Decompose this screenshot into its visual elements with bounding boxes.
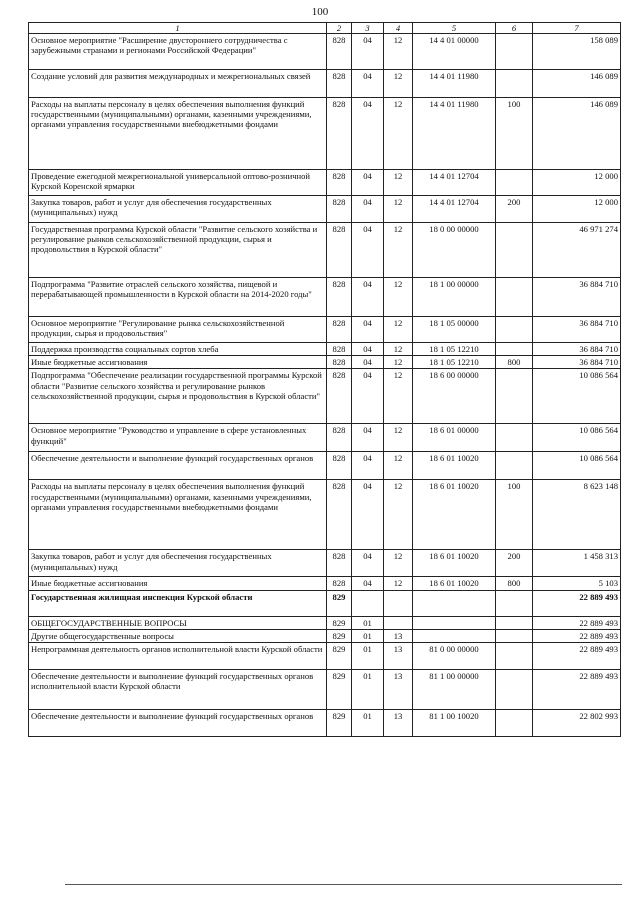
table-body <box>29 34 621 737</box>
table-row <box>29 98 621 170</box>
header-col-3: 3 <box>352 23 384 34</box>
amount-cell: 146 089 <box>533 98 621 170</box>
expense-type-cell: 100 <box>496 98 533 170</box>
target-article-cell: 14 4 01 12704 <box>413 170 496 196</box>
target-article-cell: 18 0 00 00000 <box>413 223 496 278</box>
ministry-code-cell: 828 <box>327 343 352 356</box>
expense-type-cell <box>496 590 533 616</box>
row-name-cell: Непрограммная деятельность органов исполнительной власти Курской области <box>29 642 327 669</box>
subsection-code-cell: 13 <box>384 709 413 736</box>
target-article-cell: 18 1 00 00000 <box>413 278 496 317</box>
subsection-code-cell: 12 <box>384 424 413 452</box>
row-name-cell: Основное мероприятие "Руководство и управление в сфере установленных функций" <box>29 424 327 452</box>
section-code-cell: 04 <box>352 550 384 577</box>
section-code-cell: 04 <box>352 317 384 343</box>
expense-type-cell <box>496 70 533 98</box>
subsection-code-cell: 12 <box>384 577 413 590</box>
row-name-cell: Другие общегосударственные вопросы <box>29 629 327 642</box>
ministry-code-cell: 828 <box>327 223 352 278</box>
row-name-cell: Государственная жилищная инспекция Курской области <box>29 590 327 616</box>
target-article-cell: 18 1 05 12210 <box>413 356 496 369</box>
header-col-6: 6 <box>496 23 533 34</box>
row-name-cell: Обеспечение деятельности и выполнение функций государственных органов <box>29 452 327 480</box>
subsection-code-cell: 12 <box>384 356 413 369</box>
expense-type-cell: 200 <box>496 550 533 577</box>
header-col-1: 1 <box>29 23 327 34</box>
section-code-cell: 01 <box>352 629 384 642</box>
target-article-cell: 14 4 01 11980 <box>413 70 496 98</box>
expense-type-cell <box>496 343 533 356</box>
subsection-code-cell: 12 <box>384 223 413 278</box>
expense-type-cell <box>496 424 533 452</box>
amount-cell: 22 889 493 <box>533 669 621 709</box>
row-name-cell: Обеспечение деятельности и выполнение функций государственных органов <box>29 709 327 736</box>
target-article-cell: 18 6 01 10020 <box>413 550 496 577</box>
page-number: 100 <box>311 6 329 18</box>
ministry-code-cell: 828 <box>327 196 352 223</box>
expense-type-cell <box>496 170 533 196</box>
amount-cell: 10 086 564 <box>533 369 621 424</box>
row-name-cell: Иные бюджетные ассигнования <box>29 356 327 369</box>
section-code-cell: 04 <box>352 223 384 278</box>
section-code-cell: 04 <box>352 196 384 223</box>
amount-cell: 22 802 993 <box>533 709 621 736</box>
amount-cell: 12 000 <box>533 170 621 196</box>
table-row <box>29 317 621 343</box>
table-row <box>29 196 621 223</box>
expense-type-cell: 800 <box>496 356 533 369</box>
subsection-code-cell: 13 <box>384 629 413 642</box>
row-name-cell: Подпрограмма "Развитие отраслей сельского хозяйства, пищевой и перерабатывающей промышленности в Курской области на 2014-2020 годы" <box>29 278 327 317</box>
subsection-code-cell: 12 <box>384 317 413 343</box>
target-article-cell <box>413 590 496 616</box>
row-name-cell: ОБЩЕГОСУДАРСТВЕННЫЕ ВОПРОСЫ <box>29 616 327 629</box>
amount-cell: 8 623 148 <box>533 480 621 550</box>
subsection-code-cell: 12 <box>384 34 413 70</box>
expense-type-cell <box>496 317 533 343</box>
table-row <box>29 669 621 709</box>
target-article-cell: 14 4 01 11980 <box>413 98 496 170</box>
expense-type-cell <box>496 369 533 424</box>
target-article-cell: 18 6 01 00000 <box>413 424 496 452</box>
table-row <box>29 170 621 196</box>
ministry-code-cell: 828 <box>327 424 352 452</box>
table-row <box>29 343 621 356</box>
section-code-cell: 04 <box>352 356 384 369</box>
expense-type-cell: 200 <box>496 196 533 223</box>
section-code-cell: 01 <box>352 669 384 709</box>
amount-cell: 22 889 493 <box>533 642 621 669</box>
subsection-code-cell: 12 <box>384 278 413 317</box>
amount-cell: 1 458 313 <box>533 550 621 577</box>
table-row <box>29 223 621 278</box>
subsection-code-cell: 12 <box>384 369 413 424</box>
table-row <box>29 452 621 480</box>
section-code-cell: 04 <box>352 170 384 196</box>
ministry-code-cell: 829 <box>327 590 352 616</box>
target-article-cell <box>413 616 496 629</box>
subsection-code-cell: 12 <box>384 480 413 550</box>
table-row <box>29 550 621 577</box>
amount-cell: 146 089 <box>533 70 621 98</box>
expense-type-cell <box>496 669 533 709</box>
table-row <box>29 480 621 550</box>
amount-cell: 12 000 <box>533 196 621 223</box>
ministry-code-cell: 828 <box>327 577 352 590</box>
expense-type-cell <box>496 223 533 278</box>
amount-cell: 22 889 493 <box>533 629 621 642</box>
section-code-cell: 04 <box>352 98 384 170</box>
target-article-cell <box>413 629 496 642</box>
table-row <box>29 590 621 616</box>
budget-table <box>28 22 621 737</box>
bottom-divider <box>65 884 622 885</box>
subsection-code-cell: 13 <box>384 642 413 669</box>
ministry-code-cell: 828 <box>327 369 352 424</box>
target-article-cell: 81 1 00 10020 <box>413 709 496 736</box>
subsection-code-cell: 13 <box>384 669 413 709</box>
section-code-cell: 04 <box>352 70 384 98</box>
expense-type-cell: 800 <box>496 577 533 590</box>
ministry-code-cell: 829 <box>327 709 352 736</box>
ministry-code-cell: 829 <box>327 669 352 709</box>
ministry-code-cell: 828 <box>327 278 352 317</box>
table-row <box>29 424 621 452</box>
section-code-cell: 01 <box>352 642 384 669</box>
table-row <box>29 356 621 369</box>
row-name-cell: Основное мероприятие "Расширение двустороннего сотрудничества с зарубежными странами и регионами Российской Федерации" <box>29 34 327 70</box>
table-row <box>29 34 621 70</box>
target-article-cell: 18 1 05 12210 <box>413 343 496 356</box>
row-name-cell: Закупка товаров, работ и услуг для обеспечения государственных (муниципальных) нужд <box>29 550 327 577</box>
ministry-code-cell: 828 <box>327 34 352 70</box>
amount-cell: 36 884 710 <box>533 356 621 369</box>
section-code-cell: 04 <box>352 343 384 356</box>
header-col-2: 2 <box>327 23 352 34</box>
amount-cell: 10 086 564 <box>533 424 621 452</box>
row-name-cell: Проведение ежегодной межрегиональной универсальной оптово-розничной Курской Коренской ярмарки <box>29 170 327 196</box>
subsection-code-cell: 12 <box>384 452 413 480</box>
expense-type-cell <box>496 278 533 317</box>
section-code-cell: 04 <box>352 278 384 317</box>
amount-cell: 10 086 564 <box>533 452 621 480</box>
section-code-cell: 04 <box>352 34 384 70</box>
amount-cell: 158 089 <box>533 34 621 70</box>
subsection-code-cell: 12 <box>384 550 413 577</box>
expense-type-cell <box>496 642 533 669</box>
table-row <box>29 616 621 629</box>
table-row <box>29 369 621 424</box>
ministry-code-cell: 828 <box>327 356 352 369</box>
header-col-4: 4 <box>384 23 413 34</box>
target-article-cell: 14 4 01 00000 <box>413 34 496 70</box>
ministry-code-cell: 829 <box>327 616 352 629</box>
table-row <box>29 577 621 590</box>
row-name-cell: Основное мероприятие "Регулирование рынка сельскохозяйственной продукции, сырья и продовольствия" <box>29 317 327 343</box>
ministry-code-cell: 829 <box>327 629 352 642</box>
row-name-cell: Создание условий для развития международных и межрегиональных связей <box>29 70 327 98</box>
section-code-cell: 04 <box>352 369 384 424</box>
target-article-cell: 18 6 01 10020 <box>413 577 496 590</box>
subsection-code-cell <box>384 616 413 629</box>
ministry-code-cell: 828 <box>327 98 352 170</box>
ministry-code-cell: 828 <box>327 170 352 196</box>
column-number-header-row <box>29 23 621 34</box>
section-code-cell: 04 <box>352 577 384 590</box>
row-name-cell: Расходы на выплаты персоналу в целях обеспечения выполнения функций государственными (муниципальными) органами, казенными учреждениями, органами управления государственными внебюджетными фондами <box>29 98 327 170</box>
table-row <box>29 70 621 98</box>
target-article-cell: 14 4 01 12704 <box>413 196 496 223</box>
target-article-cell: 81 1 00 00000 <box>413 669 496 709</box>
row-name-cell: Иные бюджетные ассигнования <box>29 577 327 590</box>
target-article-cell: 18 6 01 10020 <box>413 480 496 550</box>
expense-type-cell <box>496 34 533 70</box>
subsection-code-cell: 12 <box>384 70 413 98</box>
section-code-cell <box>352 590 384 616</box>
ministry-code-cell: 829 <box>327 642 352 669</box>
amount-cell: 36 884 710 <box>533 317 621 343</box>
row-name-cell: Поддержка производства социальных сортов хлеба <box>29 343 327 356</box>
expense-type-cell <box>496 629 533 642</box>
ministry-code-cell: 828 <box>327 452 352 480</box>
expense-type-cell: 100 <box>496 480 533 550</box>
expense-type-cell <box>496 616 533 629</box>
header-col-7: 7 <box>533 23 621 34</box>
target-article-cell: 18 1 05 00000 <box>413 317 496 343</box>
section-code-cell: 01 <box>352 709 384 736</box>
row-name-cell: Расходы на выплаты персоналу в целях обеспечения выполнения функций государственными (муниципальными) органами, казенными учреждениями, органами управления государственными внебюджетными фондами <box>29 480 327 550</box>
table-row <box>29 709 621 736</box>
target-article-cell: 81 0 00 00000 <box>413 642 496 669</box>
section-code-cell: 04 <box>352 424 384 452</box>
section-code-cell: 01 <box>352 616 384 629</box>
section-code-cell: 04 <box>352 452 384 480</box>
table-row <box>29 642 621 669</box>
ministry-code-cell: 828 <box>327 550 352 577</box>
table-row <box>29 278 621 317</box>
subsection-code-cell: 12 <box>384 98 413 170</box>
subsection-code-cell: 12 <box>384 196 413 223</box>
subsection-code-cell: 12 <box>384 170 413 196</box>
row-name-cell: Подпрограмма "Обеспечение реализации государственной программы Курской области "Развитие сельского хозяйства и регулирование рынков сельскохозяйственной продукции, сырья и продовольствия в Курской области" <box>29 369 327 424</box>
row-name-cell: Государственная программа Курской области "Развитие сельского хозяйства и регулирование рынков сельскохозяйственной продукции, сырья и продовольствия в Курской области" <box>29 223 327 278</box>
amount-cell: 46 971 274 <box>533 223 621 278</box>
expense-type-cell <box>496 452 533 480</box>
expense-type-cell <box>496 709 533 736</box>
amount-cell: 22 889 493 <box>533 590 621 616</box>
subsection-code-cell: 12 <box>384 343 413 356</box>
target-article-cell: 18 6 00 00000 <box>413 369 496 424</box>
header-col-5: 5 <box>413 23 496 34</box>
ministry-code-cell: 828 <box>327 70 352 98</box>
subsection-code-cell <box>384 590 413 616</box>
amount-cell: 5 103 <box>533 577 621 590</box>
row-name-cell: Обеспечение деятельности и выполнение функций государственных органов исполнительной власти Курской области <box>29 669 327 709</box>
ministry-code-cell: 828 <box>327 480 352 550</box>
section-code-cell: 04 <box>352 480 384 550</box>
amount-cell: 36 884 710 <box>533 343 621 356</box>
amount-cell: 36 884 710 <box>533 278 621 317</box>
row-name-cell: Закупка товаров, работ и услуг для обеспечения государственных (муниципальных) нужд <box>29 196 327 223</box>
amount-cell: 22 889 493 <box>533 616 621 629</box>
table-row <box>29 629 621 642</box>
ministry-code-cell: 828 <box>327 317 352 343</box>
target-article-cell: 18 6 01 10020 <box>413 452 496 480</box>
